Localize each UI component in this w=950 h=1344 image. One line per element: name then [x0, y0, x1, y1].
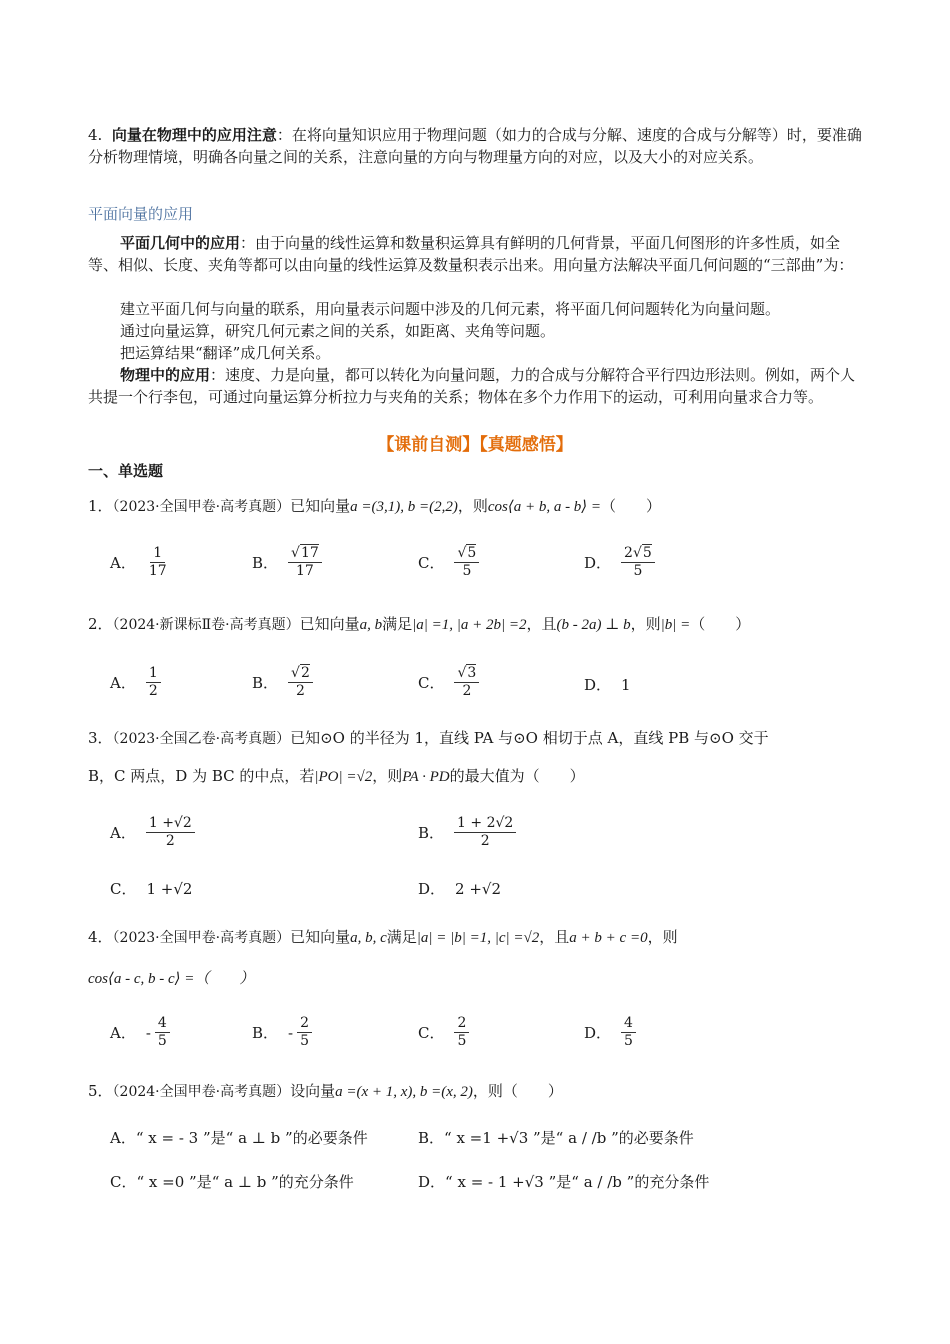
question-source: （2023·全国甲卷·高考真题）	[112, 930, 291, 946]
option-b[interactable]: B． - $\frac{2}{5}$	[252, 1015, 312, 1050]
option-c[interactable]: C． $\frac{√3}{2}$	[418, 665, 479, 700]
physics-bold: 物理中的应用	[120, 366, 211, 384]
question-number: 3．	[88, 729, 113, 747]
question-source: （2023·全国甲卷·高考真题）	[112, 499, 291, 515]
question-source: （2024·新课标Ⅱ卷·高考真题）	[112, 617, 300, 633]
option-c[interactable]: C．“ x =0 ”是“ a ⊥ b ”的充分条件	[110, 1173, 354, 1191]
question-source: （2024·全国甲卷·高考真题）	[112, 1084, 291, 1100]
fraction: $\frac{2}{5}$	[297, 1015, 312, 1050]
math-expression: a =(3,1), b =(2,2)	[350, 499, 458, 515]
geometry-bold: 平面几何中的应用	[120, 234, 241, 252]
option-a[interactable]: A． $\frac{1}{17}$	[110, 545, 170, 580]
question-number: 4．	[88, 928, 113, 946]
item-number: 4.	[88, 126, 103, 144]
geometry-text: ：由于向量的线性运算和数量积运算具有鲜明的几何背景，平面几何图形的许多性质，如全等、相似、长度、夹角等都可以由向量的线性运算及数量积表示出来。用向量方法解决平面几何问题的“三部曲”为：	[88, 234, 854, 274]
self-test-title: 【课前自测】【真题感悟】	[377, 435, 573, 455]
physics-text: ：速度、力是向量，都可以转化为向量问题，力的合成与分解符合平行四边形法则。例如，两个人共提一个行李包，可通过向量运算分析拉力与夹角的关系；物体在多个力作用下的运动，可利用向量求合力等。	[88, 366, 856, 406]
step-1: 建立平面几何与向量的联系，用向量表示问题中涉及的几何元素，将平面几何问题转化为向量问题。	[120, 300, 781, 318]
fraction: $\frac{1 + 2√2}{2}$	[454, 815, 516, 850]
item-bold-title: 向量在物理中的应用注意	[111, 126, 277, 144]
option-b[interactable]: B．“ x =1 +√3 ”是“ a / /b ”的必要条件	[418, 1129, 694, 1147]
option-b[interactable]: B． $\frac{√2}{2}$	[252, 665, 313, 700]
question-2: 2．（2024·新课标Ⅱ卷·高考真题）已知向量a, b满足|a| =1, |a + 2b| =2，且(b - 2a) ⊥ b，则|b| =（ ）	[88, 615, 751, 633]
item-text: ：在将向量知识应用于物理问题（如力的合成与分解、速度的合成与分解等）时，要准确分析物理情境，明确各向量之间的关系，注意向量的方向与物理量方向的对应，以及大小的对应关系。	[88, 126, 862, 166]
geometry-paragraph	[88, 232, 864, 276]
fraction: $\frac{√17}{17}$	[288, 545, 322, 580]
question-number: 5．	[88, 1082, 113, 1100]
question-3-line-2: B，C 两点，D 为 BC 的中点，若|PO| =√2，则PA · PD的最大值为（ ）	[88, 767, 585, 785]
physics-paragraph	[88, 364, 864, 408]
option-a[interactable]: A．“ x = - 3 ”是“ a ⊥ b ”的必要条件	[110, 1129, 368, 1147]
question-3: 3．（2023·全国乙卷·高考真题）已知⊙O 的半径为 1，直线 PA 与⊙O 相切于点 A，直线 PB 与⊙O 交于	[88, 729, 769, 747]
section-title: 平面向量的应用	[88, 205, 194, 223]
fraction: $\frac{4}{5}$	[621, 1015, 636, 1050]
math-expression: cos⟨a + b, a - b⟩ =	[487, 499, 602, 515]
option-c[interactable]: C． $\frac{√5}{5}$	[418, 545, 479, 580]
option-a[interactable]: A． $\frac{1}{2}$	[110, 665, 161, 700]
question-number: 1．	[88, 497, 113, 515]
fraction: $\frac{1}{17}$	[148, 545, 167, 579]
answer-blank: （ ）	[601, 497, 662, 515]
option-b[interactable]: B． $\frac{√17}{17}$	[252, 545, 322, 580]
option-d[interactable]: D．“ x = - 1 +√3 ”是“ a / /b ”的充分条件	[418, 1173, 710, 1191]
option-a[interactable]: A． - $\frac{4}{5}$	[110, 1015, 170, 1050]
question-4-line-2: cos⟨a - c, b - c⟩ =（ ）	[88, 971, 255, 987]
fraction: $\frac{4}{5}$	[155, 1015, 170, 1050]
step-3: 把运算结果“翻译”成几何关系。	[120, 344, 331, 362]
option-d[interactable]: D． 1	[584, 675, 631, 694]
option-b[interactable]: B． $\frac{1 + 2√2}{2}$	[418, 815, 516, 850]
option-d[interactable]: D． 2 +√2	[418, 879, 502, 898]
fraction: $\frac{√5}{5}$	[454, 545, 479, 580]
fraction: $\frac{1}{2}$	[146, 665, 161, 700]
option-c[interactable]: C． $\frac{2}{5}$	[418, 1015, 469, 1050]
question-5: 5．（2024·全国甲卷·高考真题）设向量a =(x + 1, x), b =(x, 2)，则（ ）	[88, 1082, 563, 1100]
section-heading: 一、单选题	[88, 462, 164, 480]
intro-item-4	[88, 124, 864, 168]
question-4: 4．（2023·全国甲卷·高考真题）已知向量a, b, c满足|a| = |b| =1, |c| =√2，且a + b + c =0，则	[88, 928, 678, 946]
fraction: $\frac{2}{5}$	[454, 1015, 469, 1050]
option-c[interactable]: C． 1 +√2	[110, 879, 193, 898]
option-d[interactable]: D． $\frac{2√5}{5}$	[584, 545, 655, 580]
fraction: $\frac{1 +√2}{2}$	[146, 815, 195, 850]
fraction: $\frac{√2}{2}$	[288, 665, 313, 700]
question-text: ，则	[457, 497, 488, 515]
question-source: （2023·全国乙卷·高考真题）	[112, 731, 291, 747]
step-2: 通过向量运算，研究几何元素之间的关系，如距离、夹角等问题。	[120, 322, 556, 340]
option-a[interactable]: A． $\frac{1 +√2}{2}$	[110, 815, 195, 850]
question-text: 已知向量	[290, 497, 351, 515]
fraction: $\frac{√3}{2}$	[454, 665, 479, 700]
option-d[interactable]: D． $\frac{4}{5}$	[584, 1015, 636, 1050]
question-1	[88, 495, 868, 518]
question-number: 2．	[88, 615, 113, 633]
fraction: $\frac{2√5}{5}$	[621, 545, 655, 580]
